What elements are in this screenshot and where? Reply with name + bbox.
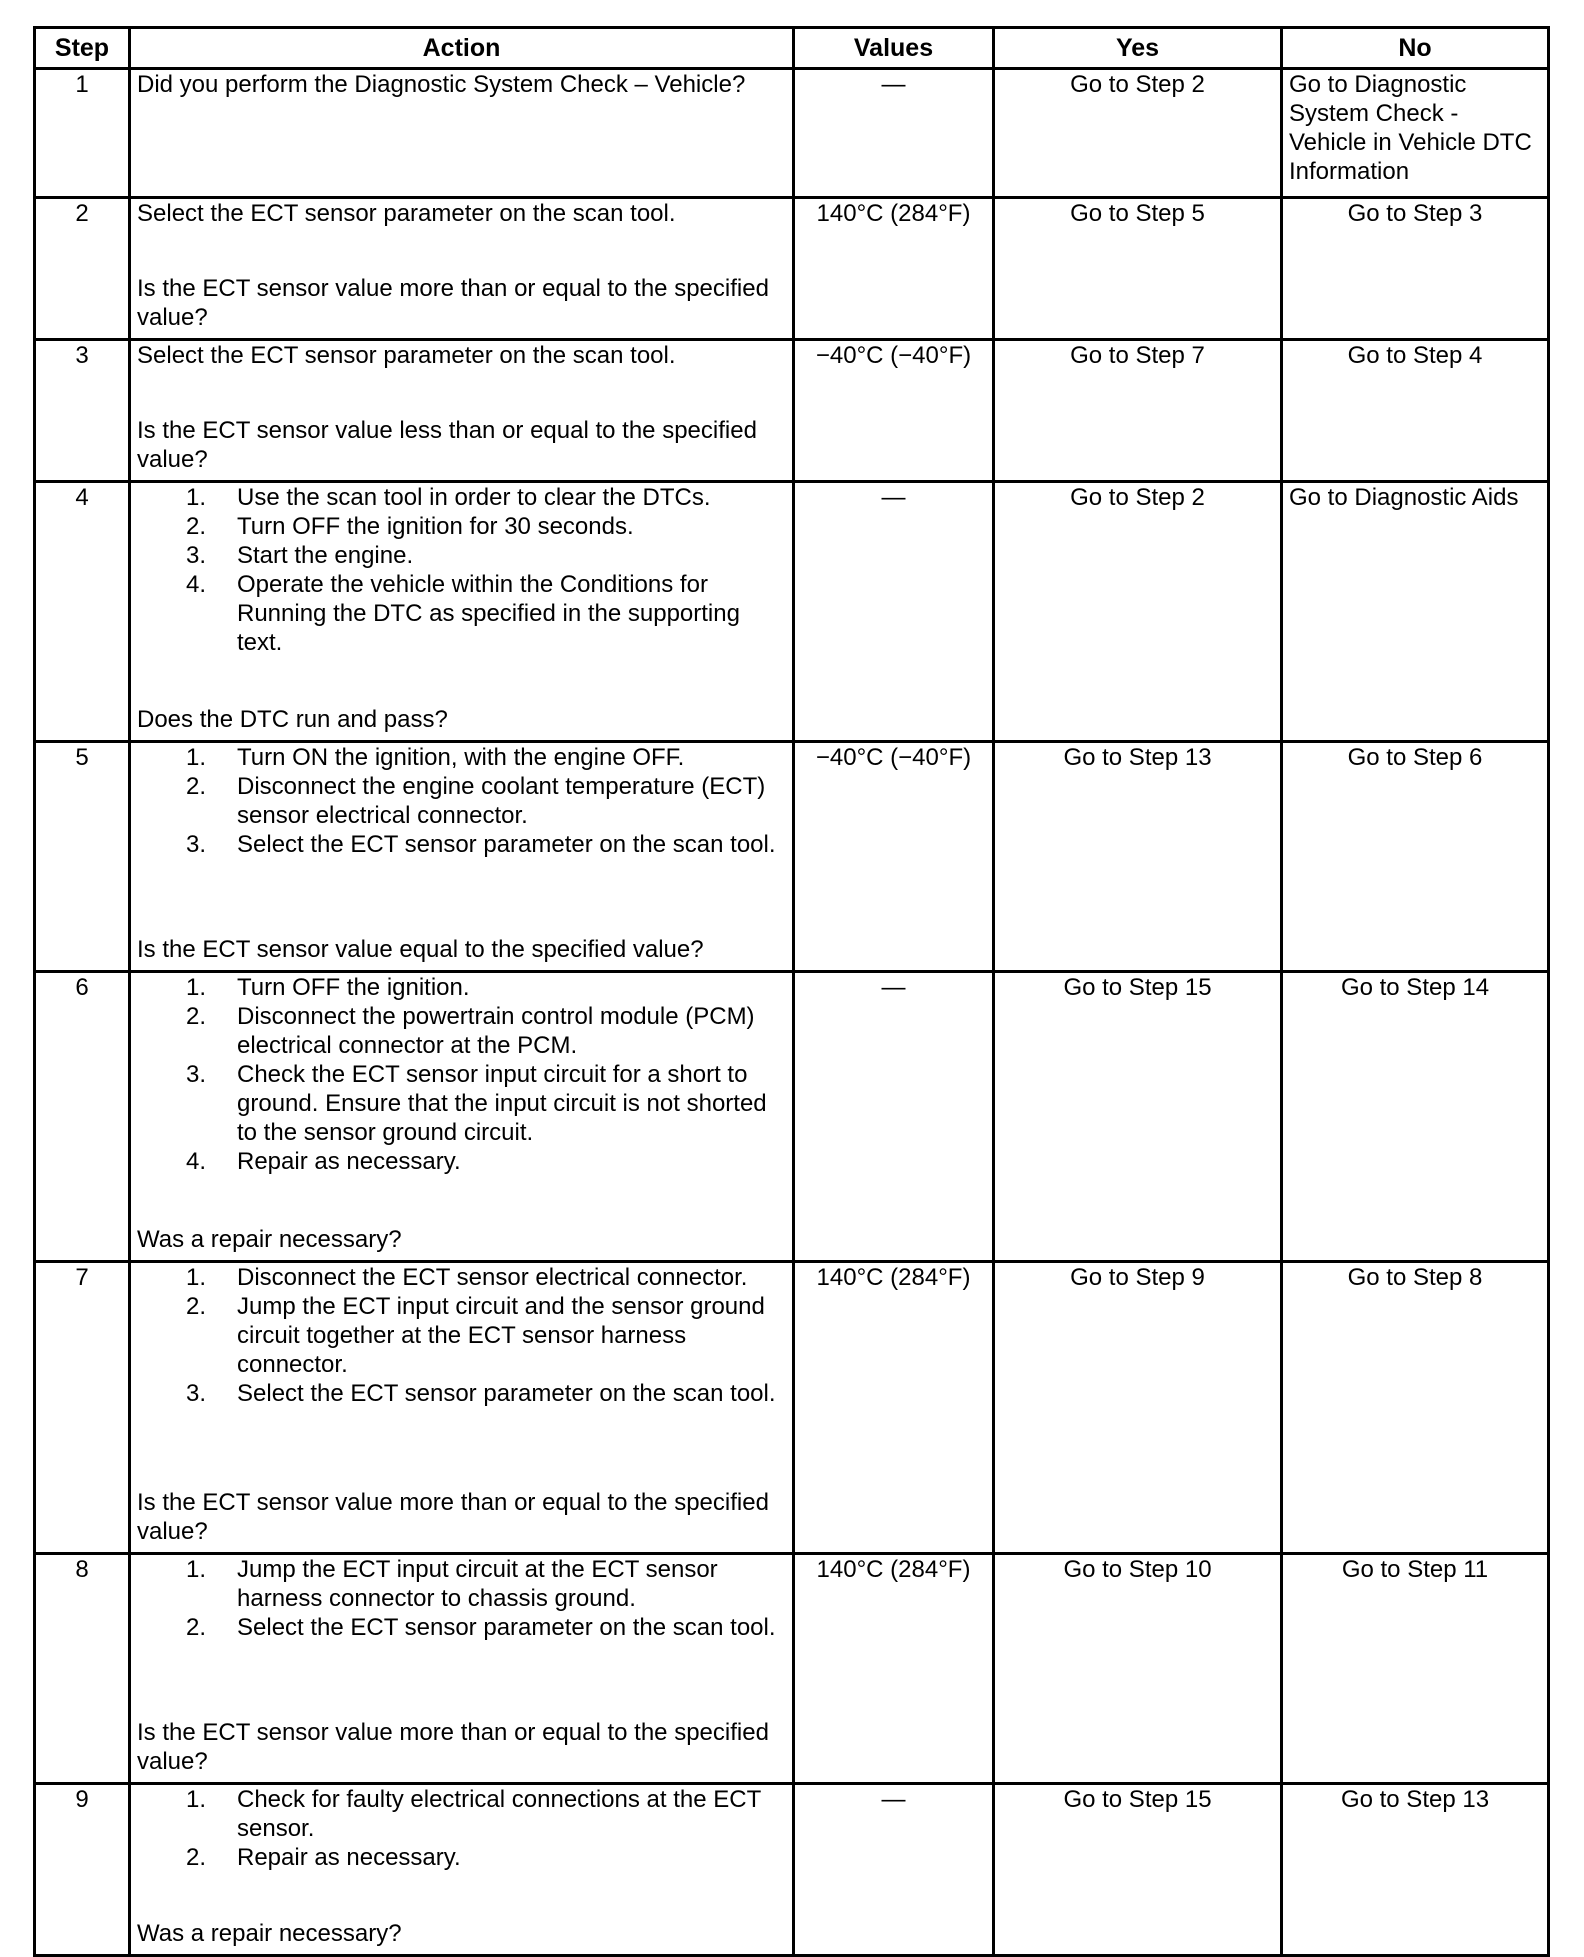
action-cell (130, 198, 794, 340)
step-number: 5 (35, 742, 130, 972)
substep-text: Jump the ECT input circuit and the sensor ground circuit together at the ECT sensor harness connector. (237, 1293, 765, 1378)
substep-number: 2. (186, 1844, 207, 1871)
substep-text: Start the engine. (237, 542, 414, 569)
table-row (35, 69, 1549, 198)
substep-number: 2. (186, 773, 207, 800)
action-cell (130, 742, 794, 972)
substep-number: 1. (186, 1786, 207, 1813)
yes-cell: Go to Step 9 (994, 1262, 1282, 1554)
header-yes: Yes (994, 28, 1282, 69)
step-number: 2 (35, 198, 130, 340)
substep-item (137, 1613, 786, 1642)
substep-item (137, 1060, 786, 1147)
substep-item (137, 1555, 786, 1613)
substep-text: Jump the ECT input circuit at the ECT sensor harness connector to chassis ground. (237, 1556, 718, 1612)
value-cell: −40°C (−40°F) (794, 340, 994, 482)
action-cell (130, 482, 794, 742)
header-action: Action (130, 28, 794, 69)
action-question: Was a repair necessary? (137, 1920, 402, 1947)
action-question: Was a repair necessary? (137, 1226, 402, 1253)
value-cell: −40°C (−40°F) (794, 742, 994, 972)
substep-item (137, 1002, 786, 1060)
substep-text: Check for faulty electrical connections at the ECT sensor. (237, 1786, 761, 1842)
no-cell: Go to Step 3 (1282, 198, 1549, 340)
substep-number: 2. (186, 1614, 207, 1641)
substep-item (137, 1379, 786, 1408)
substep-item (137, 1263, 786, 1292)
table-row (35, 1554, 1549, 1784)
action-question: Is the ECT sensor value equal to the specified value? (137, 936, 704, 963)
substep-text: Use the scan tool in order to clear the DTCs. (237, 484, 711, 511)
substep-item (137, 1292, 786, 1379)
action-intro: Select the ECT sensor parameter on the scan tool. (137, 200, 676, 227)
diagnostic-table (33, 26, 1550, 1957)
substep-item (137, 772, 786, 830)
step-number: 3 (35, 340, 130, 482)
substep-text: Disconnect the engine coolant temperature (ECT) sensor electrical connector. (237, 773, 766, 829)
action-question: Is the ECT sensor value less than or equal to the specified value? (137, 417, 757, 473)
no-cell: Go to Step 8 (1282, 1262, 1549, 1554)
action-intro: Select the ECT sensor parameter on the scan tool. (137, 342, 676, 369)
header-step: Step (35, 28, 130, 69)
table-row (35, 482, 1549, 742)
action-question: Is the ECT sensor value more than or equal to the specified value? (137, 275, 769, 331)
substep-text: Disconnect the ECT sensor electrical connector. (237, 1264, 748, 1291)
value-cell: — (794, 69, 994, 198)
substep-text: Turn OFF the ignition. (237, 974, 470, 1001)
header-values: Values (794, 28, 994, 69)
step-number: 7 (35, 1262, 130, 1554)
no-cell: Go to Step 4 (1282, 340, 1549, 482)
value-cell: — (794, 1784, 994, 1956)
action-question: Is the ECT sensor value more than or equal to the specified value? (137, 1489, 769, 1545)
substep-number: 3. (186, 831, 207, 858)
yes-cell: Go to Step 13 (994, 742, 1282, 972)
yes-cell: Go to Step 7 (994, 340, 1282, 482)
substep-list (137, 973, 786, 1176)
substep-text: Check the ECT sensor input circuit for a short to ground. Ensure that the input circuit is not shorted to the sensor ground circuit. (237, 1061, 767, 1146)
step-number: 9 (35, 1784, 130, 1956)
value-cell: 140°C (284°F) (794, 198, 994, 340)
substep-number: 1. (186, 1264, 207, 1291)
action-cell (130, 340, 794, 482)
value-cell: 140°C (284°F) (794, 1554, 994, 1784)
yes-cell: Go to Step 5 (994, 198, 1282, 340)
substep-number: 1. (186, 1556, 207, 1583)
substep-number: 1. (186, 974, 207, 1001)
substep-text: Select the ECT sensor parameter on the scan tool. (237, 1380, 776, 1407)
value-cell: — (794, 482, 994, 742)
substep-number: 1. (186, 484, 207, 511)
value-cell: 140°C (284°F) (794, 1262, 994, 1554)
substep-item (137, 570, 786, 657)
action-cell (130, 972, 794, 1262)
yes-cell: Go to Step 15 (994, 972, 1282, 1262)
substep-item (137, 830, 786, 859)
no-cell: Go to Diagnostic System Check - Vehicle in Vehicle DTC Information (1282, 69, 1549, 198)
yes-cell: Go to Step 15 (994, 1784, 1282, 1956)
table-row (35, 1262, 1549, 1554)
no-cell: Go to Step 11 (1282, 1554, 1549, 1784)
yes-cell: Go to Step 2 (994, 69, 1282, 198)
no-cell: Go to Step 6 (1282, 742, 1549, 972)
substep-number: 1. (186, 744, 207, 771)
substep-text: Repair as necessary. (237, 1844, 461, 1871)
substep-item (137, 1785, 786, 1843)
substep-list (137, 1555, 786, 1642)
value-cell: — (794, 972, 994, 1262)
substep-number: 2. (186, 513, 207, 540)
substep-item (137, 512, 786, 541)
step-number: 1 (35, 69, 130, 198)
substep-text: Turn ON the ignition, with the engine OFF. (237, 744, 685, 771)
substep-item (137, 743, 786, 772)
substep-list (137, 743, 786, 859)
substep-number: 4. (186, 571, 207, 598)
yes-cell: Go to Step 2 (994, 482, 1282, 742)
table-row (35, 198, 1549, 340)
substep-number: 2. (186, 1003, 207, 1030)
header-row (35, 28, 1549, 69)
substep-text: Select the ECT sensor parameter on the scan tool. (237, 1614, 776, 1641)
table-row (35, 742, 1549, 972)
action-cell (130, 1784, 794, 1956)
table-row (35, 972, 1549, 1262)
no-cell: Go to Step 13 (1282, 1784, 1549, 1956)
substep-list (137, 483, 786, 657)
substep-list (137, 1785, 786, 1872)
substep-text: Disconnect the powertrain control module (PCM) electrical connector at the PCM. (237, 1003, 755, 1059)
substep-text: Operate the vehicle within the Conditions for Running the DTC as specified in the supporting text. (237, 571, 740, 656)
action-question: Is the ECT sensor value more than or equal to the specified value? (137, 1719, 769, 1775)
no-cell: Go to Diagnostic Aids (1282, 482, 1549, 742)
substep-number: 4. (186, 1148, 207, 1175)
substep-text: Select the ECT sensor parameter on the scan tool. (237, 831, 776, 858)
substep-list (137, 1263, 786, 1408)
step-number: 8 (35, 1554, 130, 1784)
substep-item (137, 1843, 786, 1872)
action-intro: Did you perform the Diagnostic System Check – Vehicle? (137, 71, 746, 98)
substep-text: Repair as necessary. (237, 1148, 461, 1175)
table-body (35, 69, 1549, 1956)
substep-item (137, 541, 786, 570)
yes-cell: Go to Step 10 (994, 1554, 1282, 1784)
substep-text: Turn OFF the ignition for 30 seconds. (237, 513, 634, 540)
table-row (35, 340, 1549, 482)
substep-item (137, 1147, 786, 1176)
no-cell: Go to Step 14 (1282, 972, 1549, 1262)
action-cell (130, 1554, 794, 1784)
action-cell (130, 1262, 794, 1554)
substep-number: 2. (186, 1293, 207, 1320)
substep-number: 3. (186, 1380, 207, 1407)
substep-item (137, 483, 786, 512)
header-no: No (1282, 28, 1549, 69)
table-row (35, 1784, 1549, 1956)
action-question: Does the DTC run and pass? (137, 706, 448, 733)
action-cell (130, 69, 794, 198)
substep-number: 3. (186, 542, 207, 569)
step-number: 4 (35, 482, 130, 742)
step-number: 6 (35, 972, 130, 1262)
substep-number: 3. (186, 1061, 207, 1088)
substep-item (137, 973, 786, 1002)
